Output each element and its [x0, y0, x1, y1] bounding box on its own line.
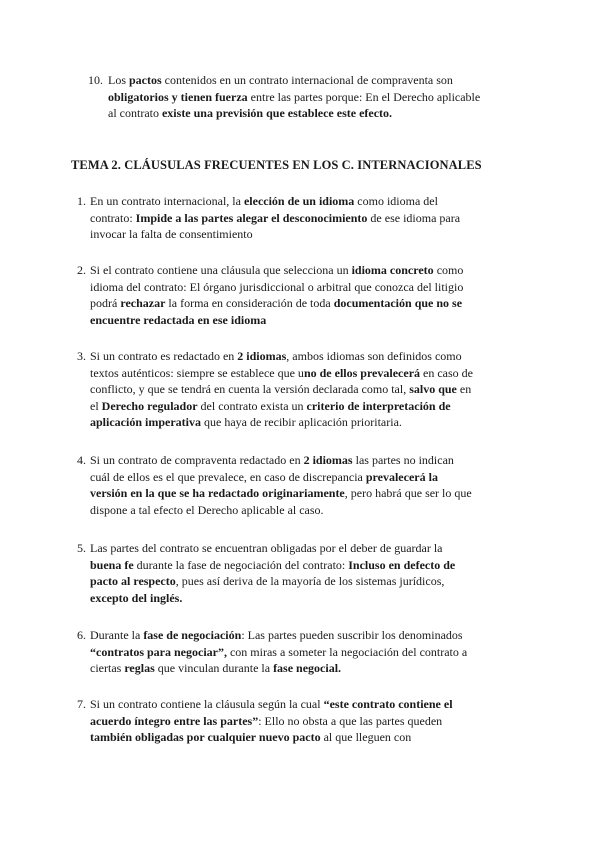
text-line: al contrato existe una previsión que establece este efecto.: [108, 106, 393, 120]
item-text: [90, 540, 515, 606]
bold-text: salvo que: [409, 382, 457, 396]
item-number: 4.: [77, 453, 86, 467]
item-number: 3.: [77, 349, 86, 363]
item-text: [90, 627, 515, 677]
text-line: [90, 312, 515, 329]
text-line: Si el contrato contiene una cláusula que selecciona un idioma concreto como: [90, 263, 464, 277]
item-number: 7.: [77, 697, 86, 711]
bold-text: acuerdo íntegro entre las partes”: [90, 713, 259, 728]
text-line: Los pactos contenidos en un contrato internacional de compraventa son: [108, 73, 453, 87]
bold-text: 2 idiomas: [237, 349, 287, 363]
list-item-7: [77, 696, 515, 746]
bold-text: reglas: [124, 661, 155, 675]
text-line: podrá rechazar la forma en consideración de toda documentación que no se: [90, 296, 463, 310]
text-line: invocar la falta de consentimiento: [90, 227, 253, 241]
text-line: Si un contrato contiene la cláusula según la cual “este contrato contiene el: [90, 697, 453, 711]
text-line: obligatorios y tienen fuerza entre las partes porque: En el Derecho aplicable: [108, 89, 481, 104]
item-text: [90, 193, 515, 243]
text-line: “contratos para negociar”, con miras a someter la negociación del contrato a: [90, 644, 468, 659]
bold-text: obligatorios y tienen fuerza: [108, 89, 248, 104]
bold-text: Incluso en defecto de: [348, 557, 456, 572]
bold-text: “este contrato contiene el: [323, 697, 453, 711]
bold-text: rechazar: [120, 296, 166, 310]
item-number: 10.: [88, 73, 103, 87]
text-line: Las partes del contrato se encuentran obligadas por el deber de guardar la: [90, 541, 443, 555]
bold-text: fase de negociación: [143, 628, 242, 642]
bold-text: fase negocial.: [273, 661, 342, 675]
item-text: [90, 696, 515, 746]
text-line: [90, 590, 515, 607]
text-line: el Derecho regulador del contrato exista un criterio de interpretación de: [90, 398, 451, 413]
bold-text: “contratos para negociar”,: [90, 644, 227, 659]
item-text: [108, 72, 518, 122]
bold-text: encuentre redactada en ese idioma: [90, 312, 267, 327]
text-line: también obligadas por cualquier nuevo pacto al que lleguen con: [90, 730, 412, 744]
list-item-1: [77, 193, 515, 243]
bold-text: pacto al respecto: [90, 574, 176, 588]
item-number: 5.: [77, 541, 86, 555]
bold-text: criterio de interpretación de: [306, 398, 451, 413]
bold-text: excepto del inglés.: [90, 590, 183, 605]
list-item-10: [88, 72, 518, 122]
bold-text: versión en la que se ha redactado originariamente: [90, 486, 345, 500]
text-line: ciertas reglas que vinculan durante la fase negocial.: [90, 661, 342, 675]
text-line: cuál de ellos es el que prevalece, en caso de discrepancia prevalecerá la: [90, 469, 438, 484]
bold-text: no de ellos prevalecerá: [303, 365, 421, 380]
bold-text: existe una previsión que establece este efecto.: [161, 106, 393, 120]
text-line: contrato: Impide a las partes alegar el desconocimiento de ese idioma para: [90, 210, 461, 225]
list-item-6: [77, 627, 515, 677]
bold-text: buena fe: [90, 557, 134, 572]
list-item-4: [77, 452, 515, 518]
bold-text: también obligadas por cualquier nuevo pacto: [90, 730, 321, 744]
item-number: 2.: [77, 263, 86, 277]
section-heading: TEMA 2. CLÁUSULAS FRECUENTES EN LOS C. INTERNACIONALES: [71, 158, 482, 172]
bold-text: idioma concreto: [351, 263, 434, 277]
bold-text: Derecho regulador: [101, 398, 198, 413]
bold-text: Impide a las partes alegar el desconocimiento: [135, 210, 368, 225]
text-line: En un contrato internacional, la elección de un idioma como idioma del: [90, 194, 438, 208]
text-line: pacto al respecto, pues así deriva de la mayoría de los sistemas jurídicos,: [90, 574, 445, 588]
list-item-2: [77, 262, 515, 328]
item-number: 6.: [77, 628, 86, 642]
text-line: Durante la fase de negociación: Las partes pueden suscribir los denominados: [90, 628, 463, 642]
bold-text: aplicación imperativa: [90, 415, 201, 429]
text-line: textos auténticos: siempre se establece que uno de ellos prevalecerá en caso de: [90, 365, 474, 380]
text-line: idioma del contrato: El órgano jurisdiccional o arbitral que conozca del litigio: [90, 279, 464, 294]
bold-text: documentación que no se: [333, 296, 463, 310]
text-line: conflicto, y que se tendrá en cuenta la versión declarada como tal, salvo que en: [90, 382, 472, 396]
item-text: [90, 348, 515, 431]
bold-text: pactos: [129, 73, 162, 87]
text-line: versión en la que se ha redactado originariamente, pero habrá que ser lo que: [90, 486, 472, 500]
text-line: acuerdo íntegro entre las partes”: Ello no obsta a que las partes queden: [90, 713, 443, 728]
text-line: Si un contrato de compraventa redactado en 2 idiomas las partes no indican: [90, 453, 454, 467]
list-item-3: [77, 348, 515, 431]
text-line: buena fe durante la fase de negociación del contrato: Incluso en defecto de: [90, 557, 456, 572]
text-line: dispone a tal efecto el Derecho aplicable al caso.: [90, 502, 324, 517]
list-item-5: [77, 540, 515, 606]
bold-text: elección de un idioma: [243, 194, 355, 208]
bold-text: prevalecerá la: [365, 469, 438, 484]
item-text: [90, 262, 515, 328]
item-text: [90, 452, 515, 518]
text-line: Si un contrato es redactado en 2 idiomas, ambos idiomas son definidos como: [90, 349, 462, 363]
item-number: 1.: [77, 194, 86, 208]
text-line: aplicación imperativa que haya de recibir aplicación prioritaria.: [90, 415, 402, 429]
bold-text: 2 idiomas: [303, 453, 353, 467]
